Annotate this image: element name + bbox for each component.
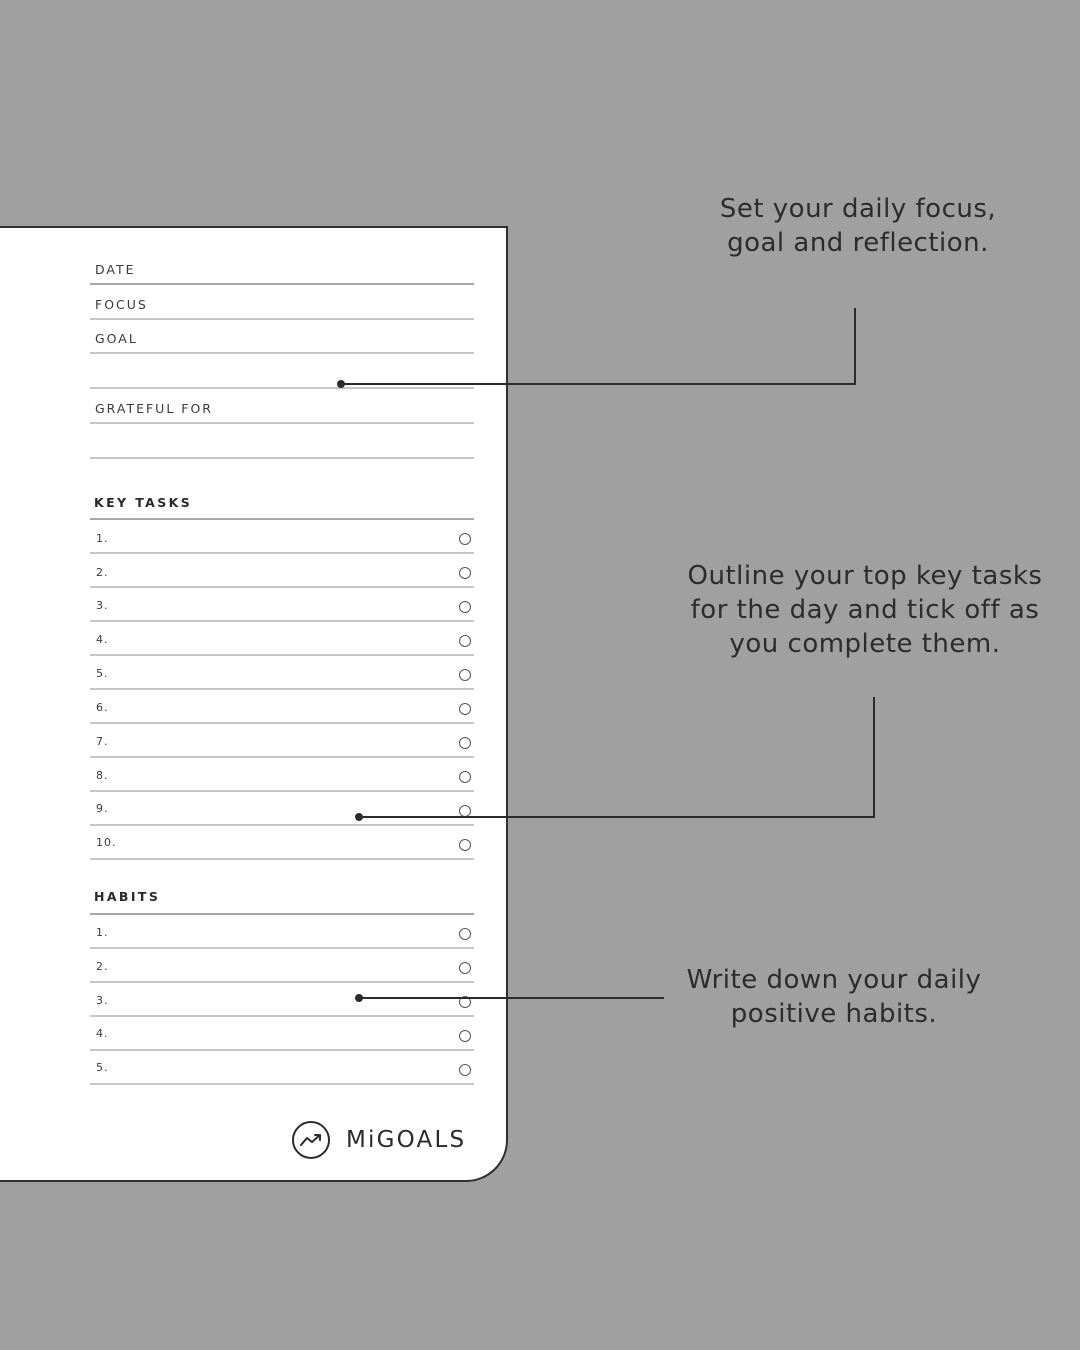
focus-leader-dot [337,380,345,388]
habit-number: 4. [96,1027,109,1040]
focus-leader-line [341,308,855,384]
focus-callout [690,192,1026,260]
task-number: 2. [96,566,109,579]
task-number: 9. [96,802,109,815]
habit-number: 1. [96,926,109,939]
callout-line: Set your daily focus, [719,194,997,224]
callout-line: positive habits. [730,999,938,1029]
task-number: 4. [96,633,109,646]
task-number: 3. [96,599,109,612]
grateful-for-label: GRATEFUL FOR [95,401,213,416]
task-number: 1. [96,532,109,545]
key-tasks-title: KEY TASKS [94,495,193,510]
task-number: 7. [96,735,109,748]
task-number: 8. [96,769,109,782]
task-number: 5. [96,667,109,680]
habit-number: 3. [96,994,109,1007]
habits-title: HABITS [94,889,161,904]
callout-line: you complete them. [729,629,1001,659]
tasks-leader-line [359,697,874,817]
habits-leader-dot [355,994,363,1002]
habits-callout [676,963,992,1031]
tasks-callout [680,559,1050,661]
callout-line: Outline your top key tasks [687,561,1043,591]
habit-number: 5. [96,1061,109,1074]
date-label: DATE [95,262,136,277]
callout-line: for the day and tick off as [690,595,1040,625]
goal-label: GOAL [95,331,138,346]
task-number: 10. [96,836,117,849]
tasks-leader-dot [355,813,363,821]
habit-number: 2. [96,960,109,973]
callout-line: goal and reflection. [727,228,989,258]
task-number: 6. [96,701,109,714]
focus-label: FOCUS [95,297,148,312]
callout-line: Write down your daily [686,965,982,995]
brand-name: MiGOALS [346,1127,467,1153]
